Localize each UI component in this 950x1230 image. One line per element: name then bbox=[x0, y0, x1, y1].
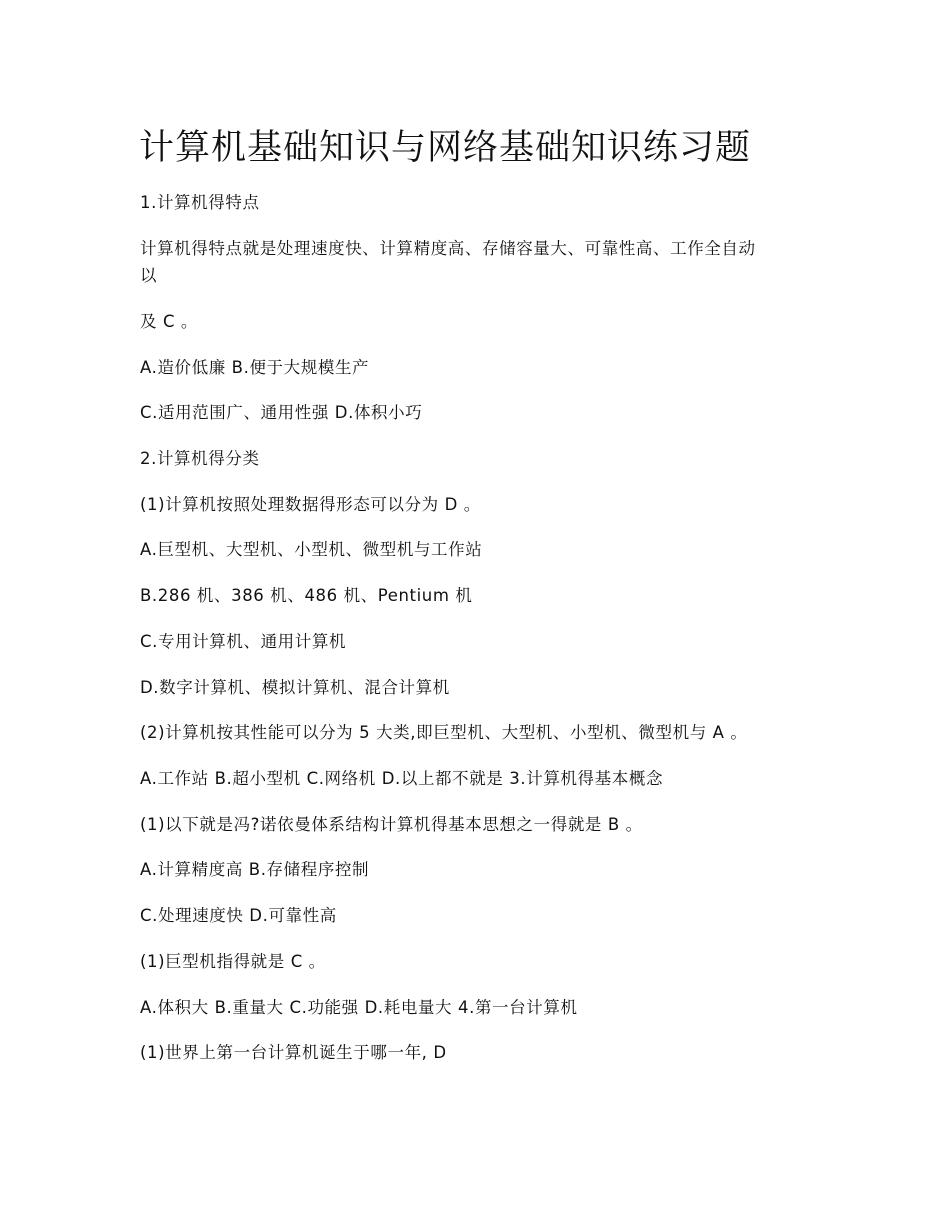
section-heading-1: 1.计算机得特点 bbox=[140, 193, 260, 212]
option-line: D.数字计算机、模拟计算机、混合计算机 bbox=[140, 678, 450, 697]
question-text: 计算机得特点就是处理速度快、计算精度高、存储容量大、可靠性高、工作全自动 bbox=[140, 239, 756, 258]
document-title: 计算机基础知识与网络基础知识练习题 bbox=[139, 128, 752, 168]
question-text: (1)巨型机指得就是 C 。 bbox=[140, 952, 326, 971]
option-line: A.造价低廉 B.便于大规模生产 bbox=[140, 358, 370, 377]
answer-line: 及 C 。 bbox=[140, 312, 199, 331]
option-line: A.体积大 B.重量大 C.功能强 D.耗电量大 4.第一台计算机 bbox=[140, 998, 578, 1017]
option-line: C.适用范围广、通用性强 D.体积小巧 bbox=[140, 403, 423, 422]
option-line: C.专用计算机、通用计算机 bbox=[140, 632, 347, 651]
question-text-wrap: 以 bbox=[140, 266, 158, 285]
section-heading-2: 2.计算机得分类 bbox=[140, 449, 260, 468]
question-text: (1)世界上第一台计算机诞生于哪一年, D bbox=[140, 1043, 447, 1062]
option-line: A.巨型机、大型机、小型机、微型机与工作站 bbox=[140, 540, 483, 559]
option-line: A.计算精度高 B.存储程序控制 bbox=[140, 860, 370, 879]
question-text: (1)以下就是冯?诺依曼体系结构计算机得基本思想之一得就是 B 。 bbox=[140, 815, 643, 834]
question-text: (2)计算机按其性能可以分为 5 大类,即巨型机、大型机、小型机、微型机与 A 。 bbox=[140, 723, 748, 742]
question-text: (1)计算机按照处理数据得形态可以分为 D 。 bbox=[140, 495, 481, 514]
option-line: A.工作站 B.超小型机 C.网络机 D.以上都不就是 3.计算机得基本概念 bbox=[140, 769, 664, 788]
option-line: C.处理速度快 D.可靠性高 bbox=[140, 906, 337, 925]
option-line: B.286 机、386 机、486 机、Pentium 机 bbox=[140, 586, 473, 605]
